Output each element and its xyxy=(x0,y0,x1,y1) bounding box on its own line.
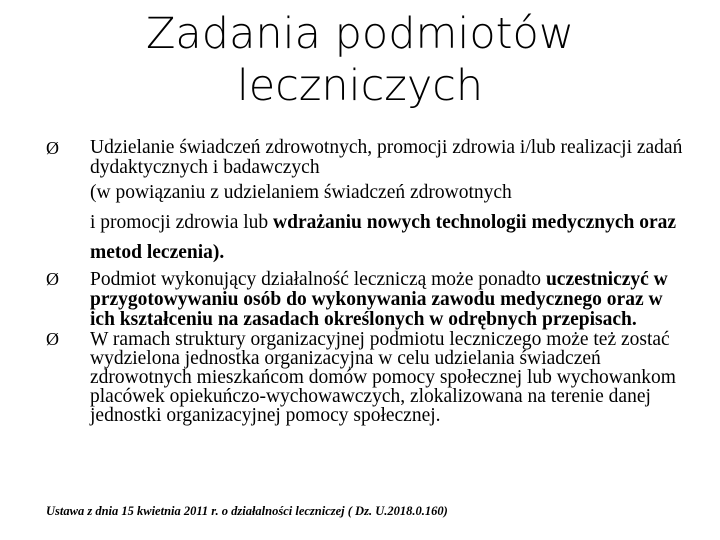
arrow-bullet-icon: Ø xyxy=(46,138,59,158)
bullet-item-1 xyxy=(44,138,684,268)
arrow-bullet-icon: Ø xyxy=(46,269,59,289)
title-line-2: leczniczych xyxy=(236,61,484,111)
bullet-1-continuation-normal: i promocji zdrowia lub xyxy=(90,212,274,233)
bullet-list xyxy=(44,138,684,425)
arrow-bullet-icon: Ø xyxy=(46,329,59,349)
bullet-2-bold-text: uczestniczyć w przygotowywaniu osób do wykonywania zawodu medycznego oraz w ich kształceniu na zasadach określonych w odrębnych przepisach. xyxy=(90,269,668,330)
bullet-1-bold-text: wdrażaniu nowych technologii medycznych oraz metod leczenia). xyxy=(90,212,677,263)
bullet-3-text: W ramach struktury organizacyjnej podmiotu leczniczego może też zostać wydzielona jednostka organizacyjna w celu udzielania świadczeń zdrowotnych mieszkańcom domów pomocy społecznej lub wychowankom placówek opiekuńczo-wychowawczych, zlokalizowana na terenie danej jednostki organizacyjnej pomocy społecznej. xyxy=(90,329,676,426)
bullet-2-normal-text: Podmiot wykonujący działalność leczniczą może ponadto xyxy=(90,269,546,290)
source-citation: Ustawa z dnia 15 kwietnia 2011 r. o działalności leczniczej ( Dz. U.2018.0.160) xyxy=(46,504,448,518)
bullet-1-text: Udzielanie świadczeń zdrowotnych, promocji zdrowia i/lub realizacji zadań dydaktycznych i badawczych xyxy=(90,137,683,178)
bullet-1-continuation xyxy=(90,208,684,268)
bullet-1-paren-line: (w powiązaniu z udzielaniem świadczeń zdrowotnych xyxy=(90,182,512,203)
slide-title xyxy=(0,8,720,112)
bullet-item-2 xyxy=(44,270,684,330)
bullet-item-3 xyxy=(44,330,684,425)
title-line-1: Zadania podmiotów xyxy=(145,9,575,59)
